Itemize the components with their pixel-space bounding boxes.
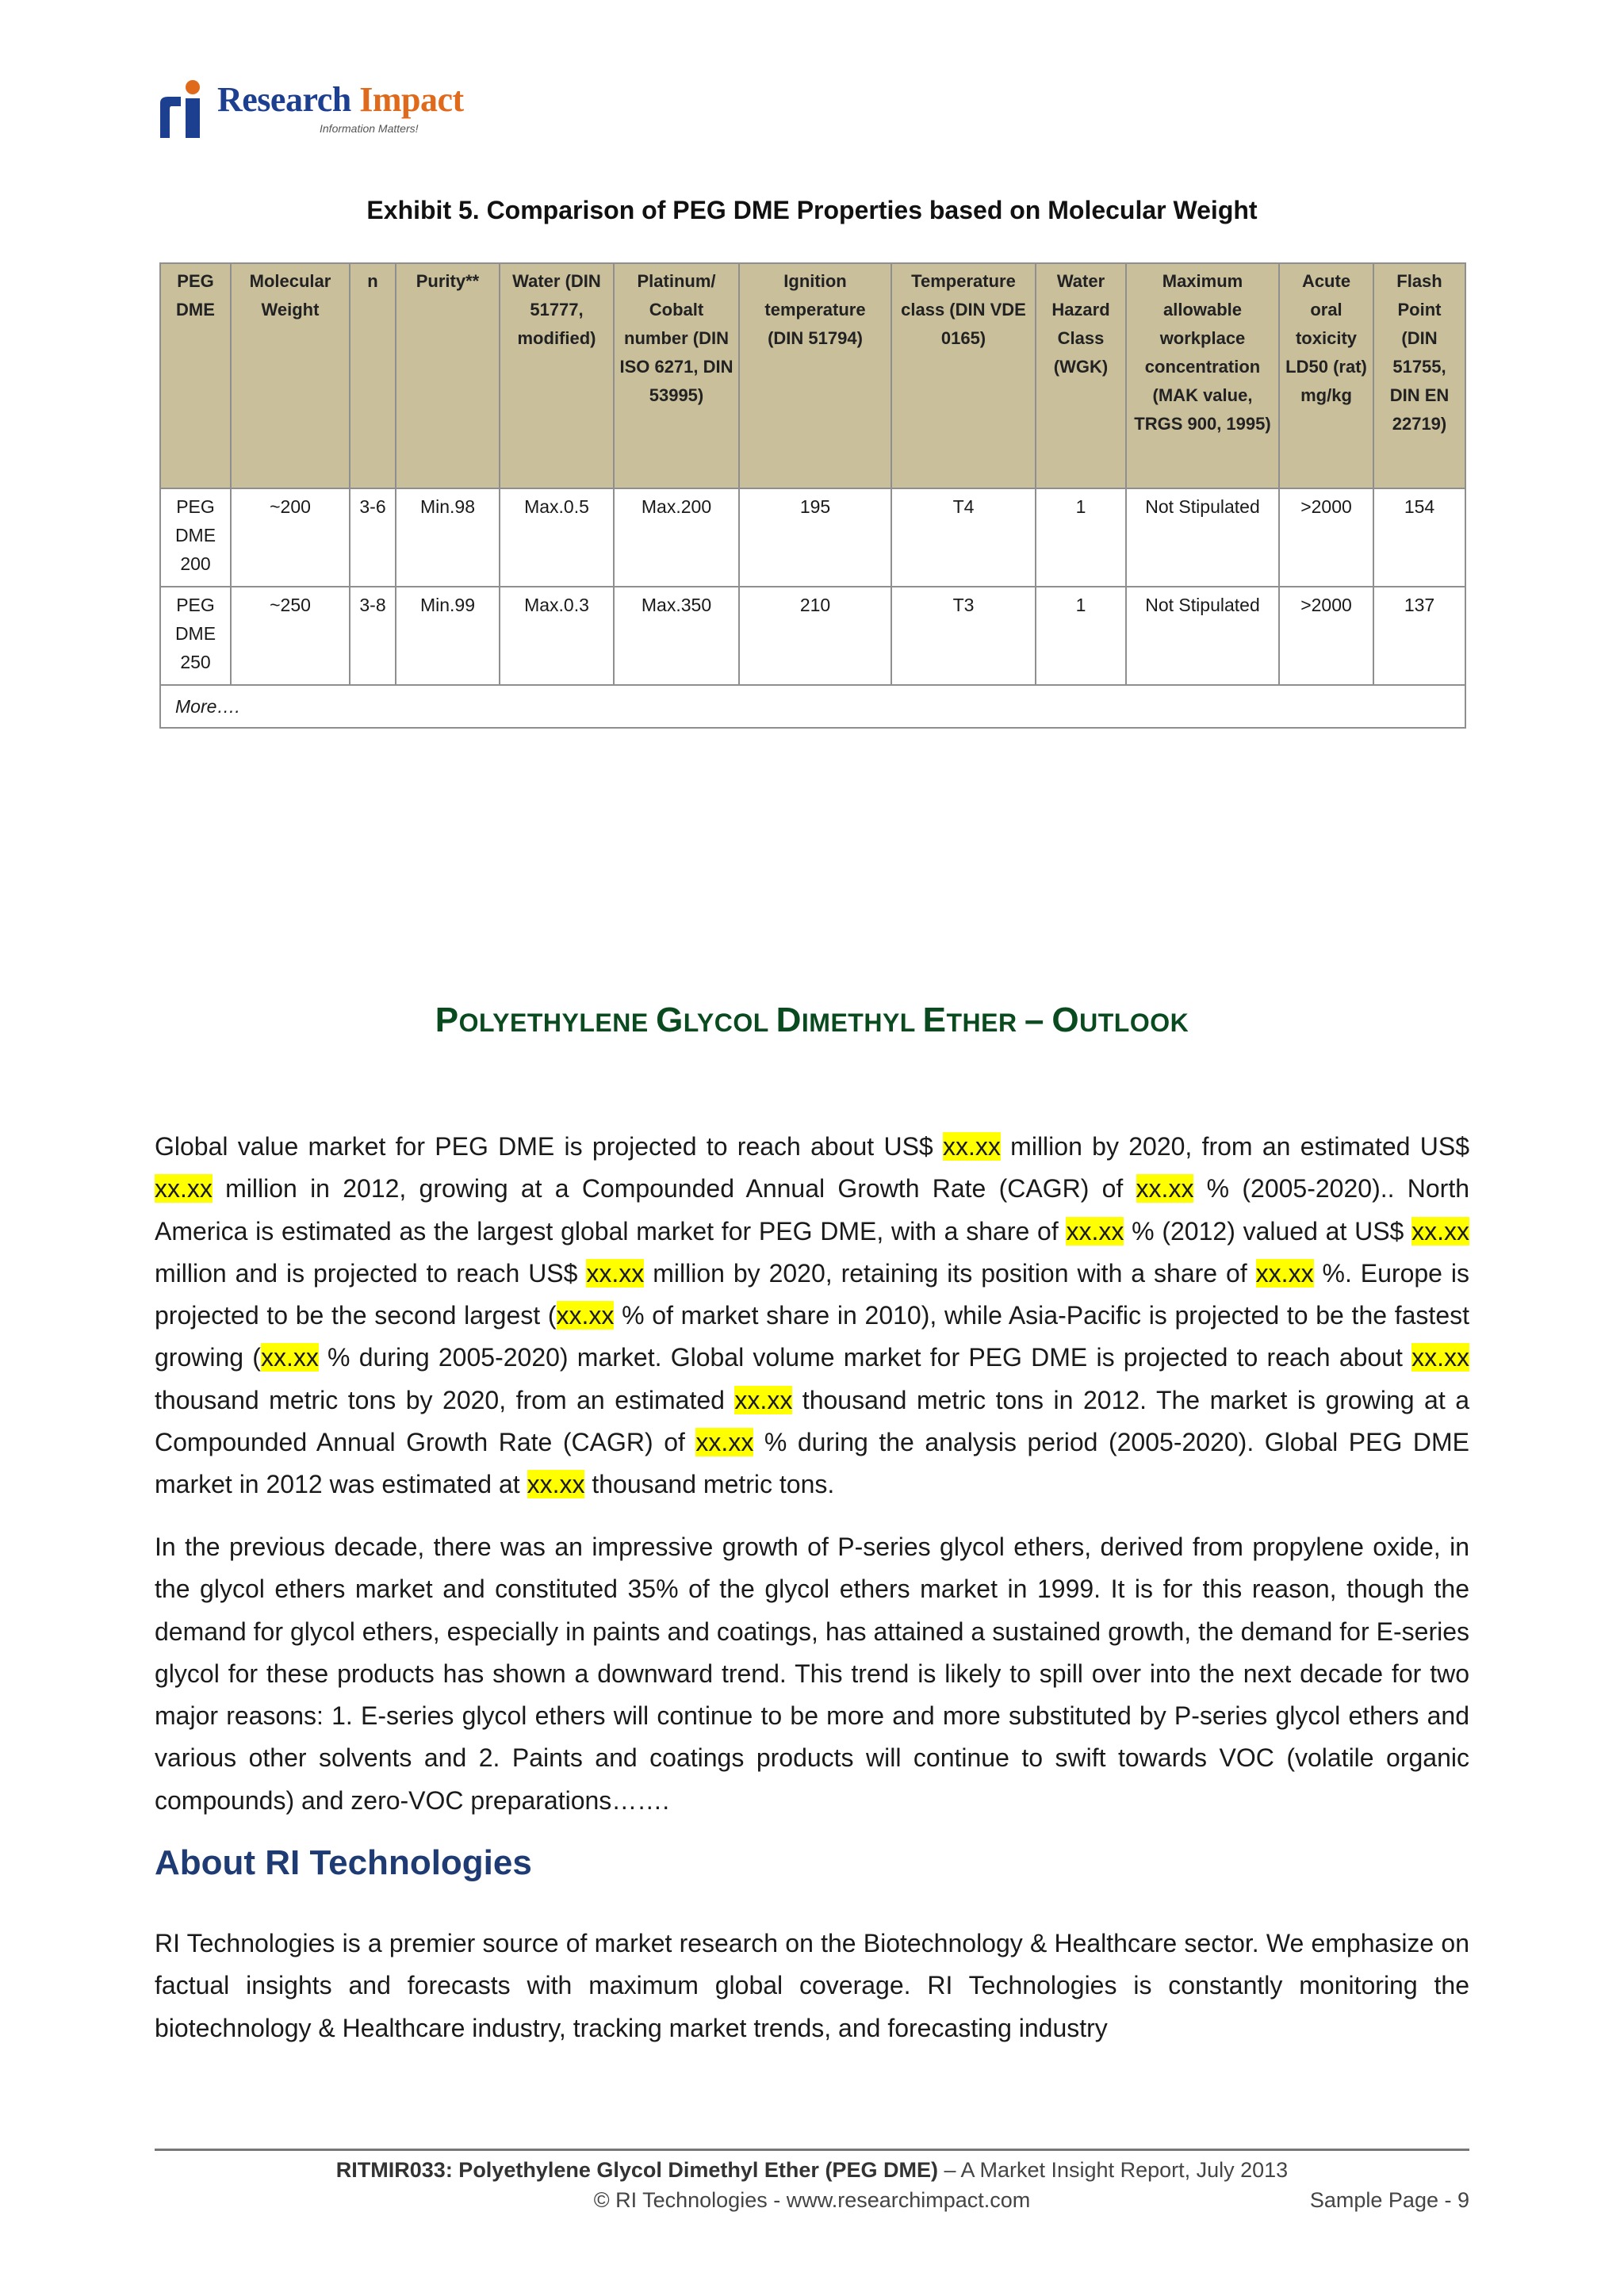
footer-copyright: © RI Technologies - www.researchimpact.com: [593, 2188, 1031, 2212]
highlighted-placeholder: xx.xx: [155, 1174, 213, 1203]
table-header-cell: PEG DME: [160, 263, 231, 488]
table-cell: ~200: [231, 488, 350, 587]
about-paragraph: RI Technologies is a premier source of market research on the Biotechnology & Healthcare sector. We emphasize on factual insights and forecasts with maximum global coverage. RI Technologies is constantly monitoring the biotechnology & Healthcare industry, tracking market trends, and forecasting industry: [155, 1929, 1469, 2042]
footer-divider: [155, 2149, 1469, 2151]
table-header-cell: Water Hazard Class (WGK): [1036, 263, 1126, 488]
footer-page-number: Sample Page - 9: [1309, 2188, 1469, 2212]
table-cell: Max.0.3: [500, 587, 614, 685]
table-cell: 137: [1373, 587, 1465, 685]
table-cell: PEG DME 250: [160, 587, 231, 685]
table-cell: Max.200: [614, 488, 739, 587]
highlighted-placeholder: xx.xx: [527, 1470, 585, 1499]
table-cell: ~250: [231, 587, 350, 685]
table-cell: Max.0.5: [500, 488, 614, 587]
table-cell: 195: [739, 488, 891, 587]
table-cell: >2000: [1279, 587, 1373, 685]
table-cell: 3-6: [350, 488, 396, 587]
exhibit-title: Exhibit 5. Comparison of PEG DME Properties based on Molecular Weight: [366, 196, 1258, 224]
table-cell: T3: [891, 587, 1036, 685]
table-cell: 1: [1036, 488, 1126, 587]
table-cell: PEG DME 200: [160, 488, 231, 587]
table-cell: Min.98: [396, 488, 500, 587]
highlighted-placeholder: xx.xx: [695, 1428, 754, 1457]
glycol-ethers-paragraph: In the previous decade, there was an impressive growth of P-series glycol ethers, derived from propylene oxide, in the glycol ethers market and constituted 35% of the glycol ethers market in 1999. It is for this reason, though the demand for glycol ethers, especially in paints and coatings, has attained a sustained growth, the demand for E-series glycol for these products has shown a downward trend. This trend is likely to spill over into the next decade for two major reasons: 1. E-series glycol ethers will continue to be more and more substituted by P-series glycol ethers and various other solvents and 2. Paints and coatings products will continue to swift towards VOC (volatile organic compounds) and zero-VOC preparations…….: [155, 1533, 1469, 1815]
table-header-cell: Platinum/ Cobalt number (DIN ISO 6271, DIN 53995): [614, 263, 739, 488]
table-cell: Min.99: [396, 587, 500, 685]
highlighted-placeholder: xx.xx: [1411, 1216, 1470, 1246]
logo-tagline: Information Matters!: [320, 122, 419, 135]
highlighted-placeholder: xx.xx: [1255, 1258, 1314, 1288]
logo-brand-name: Research Impact: [217, 80, 464, 119]
more-link[interactable]: More….: [160, 685, 1465, 728]
research-impact-logo: [157, 79, 490, 151]
table-cell: Not Stipulated: [1126, 488, 1279, 587]
table-header-cell: Flash Point (DIN 51755, DIN EN 22719): [1373, 263, 1465, 488]
highlighted-placeholder: xx.xx: [734, 1385, 793, 1414]
table-more-row: [160, 685, 1465, 728]
table-row: [160, 587, 1465, 685]
table-cell: 3-8: [350, 587, 396, 685]
highlighted-placeholder: xx.xx: [1066, 1216, 1124, 1246]
table-header-cell: Purity**: [396, 263, 500, 488]
table-header-cell: Molecular Weight: [231, 263, 350, 488]
table-header-cell: Water (DIN 51777, modified): [500, 263, 614, 488]
table-cell: >2000: [1279, 488, 1373, 587]
table-header-cell: Temperature class (DIN VDE 0165): [891, 263, 1036, 488]
table-cell: 1: [1036, 587, 1126, 685]
about-heading: About RI Technologies: [155, 1843, 532, 1882]
footer-report-title: RITMIR033: Polyethylene Glycol Dimethyl Ether (PEG DME) – A Market Insight Report, July 2013: [335, 2158, 1289, 2182]
table-cell: 210: [739, 587, 891, 685]
table-cell: T4: [891, 488, 1036, 587]
table-header-row: [160, 263, 1465, 488]
section-heading-outlook: POLYETHYLENE GLYCOL DIMETHYL ETHER – OUTLOOK: [435, 1001, 1189, 1039]
highlighted-placeholder: xx.xx: [1411, 1343, 1470, 1372]
highlighted-placeholder: xx.xx: [260, 1343, 319, 1372]
table-row: [160, 488, 1465, 587]
highlighted-placeholder: xx.xx: [586, 1258, 645, 1288]
highlighted-placeholder: xx.xx: [556, 1301, 615, 1330]
outlook-paragraph: Global value market for PEG DME is projected to reach about US$ xx.xx million by 2020, from an estimated US$ xx.xx million in 2012, growing at a Compounded Annual Growth Rate (CAGR) of xx.xx % (2005-2020).. North America is estimated as the largest global market for PEG DME, with a share of xx.xx % (2012) valued at US$ xx.xx million and is projected to reach US$ xx.xx million by 2020, retaining its position with a share of xx.xx %. Europe is projected to be the second largest (xx.xx % of market share in 2010), while Asia-Pacific is projected to be the fastest growing (xx.xx % during 2005-2020) market. Global volume market for PEG DME is projected to reach about xx.xx thousand metric tons by 2020, from an estimated xx.xx thousand metric tons in 2012. The market is growing at a Compounded Annual Growth Rate (CAGR) of xx.xx % during the analysis period (2005-2020). Global PEG DME market in 2012 was estimated at xx.xx thousand metric tons.: [155, 1132, 1470, 1499]
table-cell: Not Stipulated: [1126, 587, 1279, 685]
table-header-cell: Ignition temperature (DIN 51794): [739, 263, 891, 488]
table-header-cell: Maximum allowable workplace concentration (MAK value, TRGS 900, 1995): [1126, 263, 1279, 488]
highlighted-placeholder: xx.xx: [1136, 1174, 1194, 1203]
table-cell: Max.350: [614, 587, 739, 685]
table-header-cell: n: [350, 263, 396, 488]
properties-table: [159, 262, 1466, 729]
table-header-cell: Acute oral toxicity LD50 (rat) mg/kg: [1279, 263, 1373, 488]
ri-logo-icon: [157, 79, 213, 143]
table-cell: 154: [1373, 488, 1465, 587]
highlighted-placeholder: xx.xx: [943, 1132, 1001, 1161]
